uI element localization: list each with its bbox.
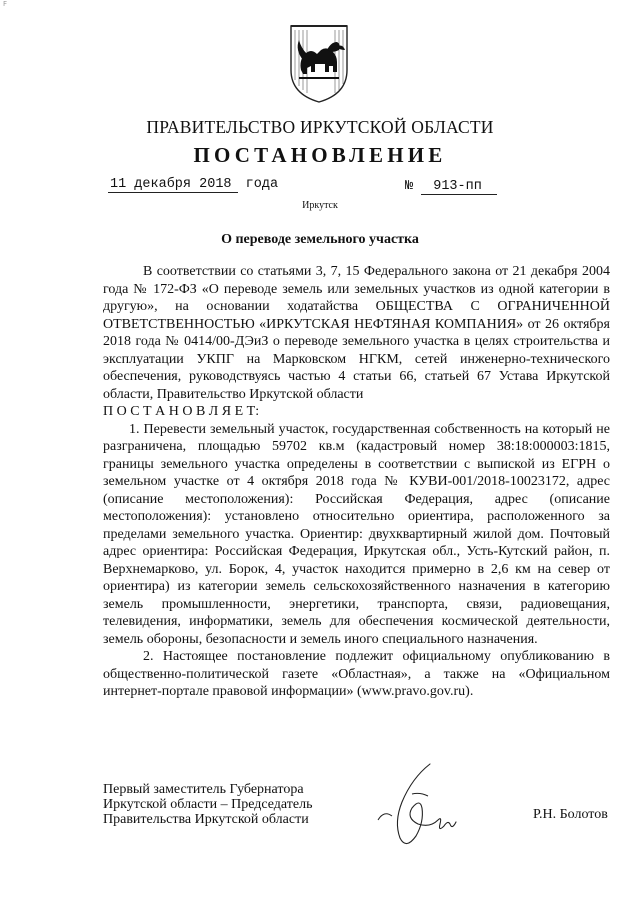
date-suffix: года (245, 177, 279, 192)
item-1-paragraph: 1. Перевести земельный участок, государственная собственность на который не разграничена, площадью 59702 кв.м (кадастровый номер 38:18:000003:1815, границы земельного участка определены в соответствии с выпиской из ЕГРН о земельном участке от 4 октября 2018 года № КУВИ-001/2018-10023172, адрес (описание местоположения): Российская Федерация, адрес (описание местоположения): установлено относительно ориентира, расположенного за пределами земельного участка. Ориентир: двухквартирный жилой дом. Почтовый адрес ориентира: Российская Федерация, Иркутская обл., Усть-Кутский район, п. Верхнемарково, ул. Борок, 4, участок находится примерно в 2,6 км на север от ориентира) из категории земель сельскохозяйственного назначения в категорию земель промышленности, энергетики, транспорта, связи, радиовещания, телевидения, информатики, земель для обеспечения космической деятельности, земель обороны, безопасности и земель иного специального назначения. (103, 421, 610, 647)
signer-position (103, 782, 312, 827)
document-body (103, 263, 610, 701)
handwritten-signature-icon (372, 758, 462, 858)
item-2-paragraph: 2. Настоящее постановление подлежит официальному опубликованию в общественно-политической газете «Областная», а также на «Официальном интернет-портале правовой информации» (www.pravo.gov.ru). (103, 649, 610, 699)
number-prefix: № (405, 179, 414, 194)
document-subject: О переводе земельного участка (221, 232, 419, 247)
coat-of-arms-icon (287, 20, 351, 104)
document-type-title: ПОСТАНОВЛЕНИЕ (193, 143, 447, 167)
resolves-line: П О С Т А Н О В Л Я Е Т: (103, 404, 260, 419)
number-value: 913-пп (421, 179, 497, 195)
city-name: Иркутск (302, 200, 338, 211)
preamble-paragraph: В соответствии со статьями 3, 7, 15 Федерального закона от 21 декабря 2004 года № 172-ФЗ «О переводе земель или земельных участков из одной категории в другую», на основании ходатайства ОБЩЕСТВА С ОГРАНИЧЕННОЙ ОТВЕТСТВЕННОСТЬЮ «ИРКУТСКАЯ НЕФТЯНАЯ КОМПАНИЯ» от 26 октября 2018 года № 0414/00-ДЭиЗ о переводе земельного участка в целях строительства и эксплуатации УКПГ на Марковском НГКМ, сетей инженерно-технического обеспечения, руководствуясь частью 4 статьи 66, статьей 67 Устава Иркутской области, Правительство Иркутской области (103, 264, 610, 402)
signer-position-line-3: Правительства Иркутской области (103, 812, 309, 827)
date-value: 11 декабря 2018 (108, 177, 238, 193)
signer-position-line-1: Первый заместитель Губернатора (103, 782, 304, 797)
signer-name: Р.Н. Болотов (533, 807, 608, 822)
corner-mark: F (3, 0, 8, 8)
document-number (405, 179, 497, 195)
government-name: ПРАВИТЕЛЬСТВО ИРКУТСКОЙ ОБЛАСТИ (146, 117, 494, 137)
document-date (108, 177, 278, 193)
signer-position-line-2: Иркутской области – Председатель (103, 797, 313, 812)
